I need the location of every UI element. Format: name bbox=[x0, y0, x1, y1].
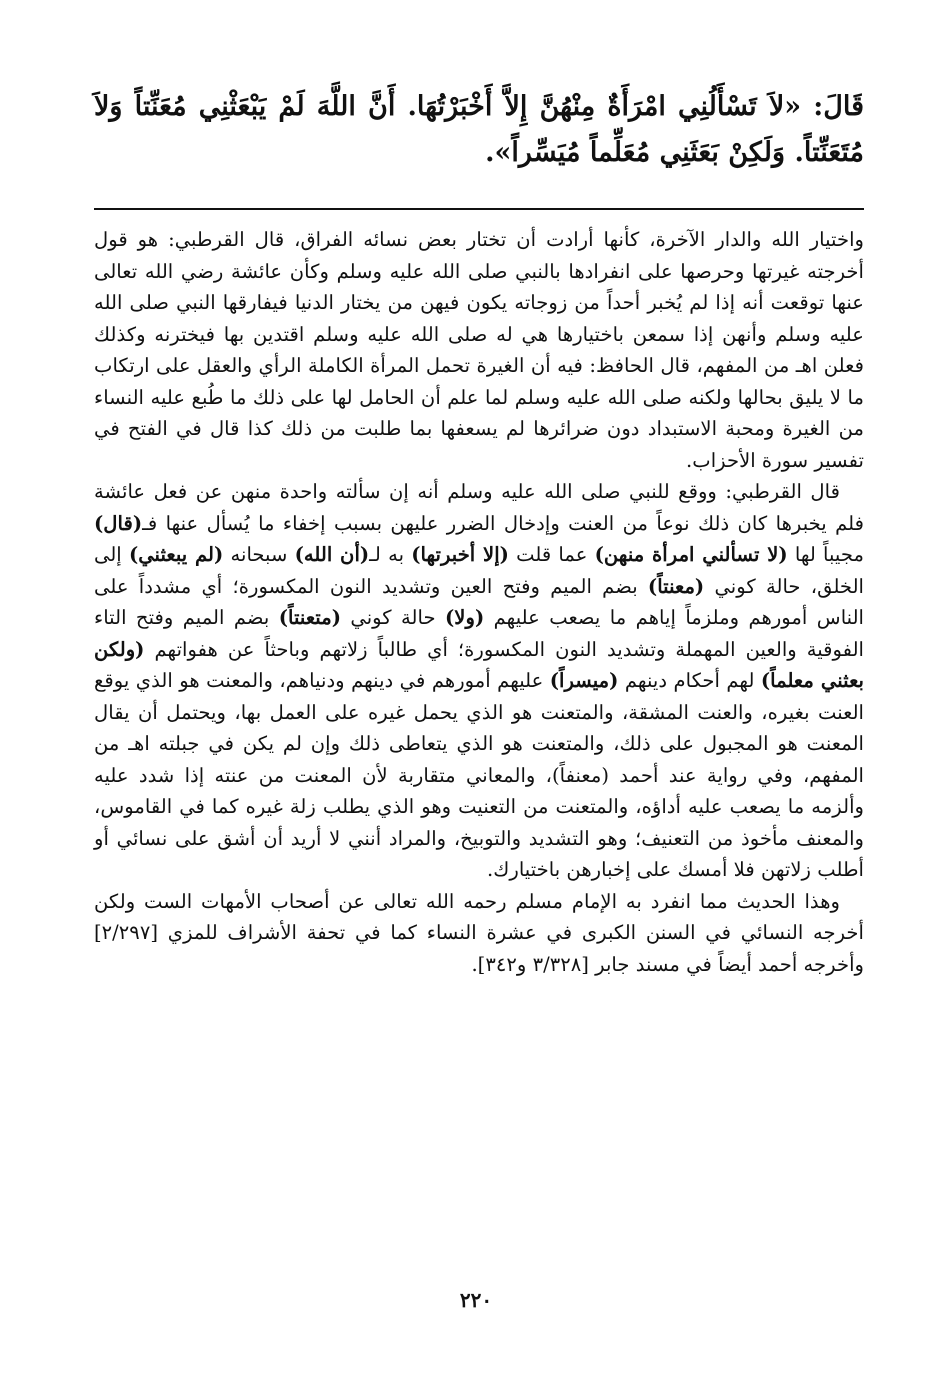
hadith-text: قَالَ: «لاَ تَسْأَلُنِي امْرَأَةٌ مِنْهُنَّ إِلاَّ أَخْبَرْتُهَا. أَنَّ اللَّهَ لَمْ يَبْعَثْنِي مُعَنِّتاً وَلاَ مُتَعَنِّتاً. وَلَكِنْ بَعَثَنِي مُعَلِّماً مُيَسِّراً». bbox=[94, 91, 864, 168]
commentary-text: به لـ bbox=[369, 543, 412, 566]
commentary-text: عليهم أمورهم في دينهم ودنياهم، والمعنت هو الذي يوقع العنت بغيره، والعنت المشقة، والمتعنت هو الذي يحمل غيره على العمل بها، ويحتمل أن يقال المعنت هو المجبول على ذلك، والمتعنت هو الذي يتعاطى ذلك وإن لم يكن في جبلته اهـ من المفهم، وفي رواية عند أحمد (معنفاً)، والمعاني متقاربة لأن المعنت من عنته إذا شدد عليه وألزمه ما يصعب عليه أداؤه، والمتعنت من التعنيت وهو الذي يطلب زلة غيره كما في القاموس، والمعنف مأخوذ من التعنيف؛ وهو التشديد والتوبيخ، والمراد أنني لا أريد أن أشق على نسائي أو أطلب زلاتهن فلا أمسك على إخبارهن باختيارك. bbox=[94, 669, 864, 881]
page-number: ٢٢٠ bbox=[459, 1288, 493, 1312]
quoted-term: (لم يبعثني) bbox=[128, 543, 224, 566]
quoted-term: (متعنتاً) bbox=[278, 606, 341, 629]
commentary-paragraph-3: وهذا الحديث مما انفرد به الإمام مسلم رحمه الله تعالى عن أصحاب الأمهات الست ولكن أخرجه النسائي في السنن الكبرى في عشرة النساء كما في تحفة الأشراف للمزي [٢/٢٩٧] وأخرجه أحمد أيضاً في مسند جابر [٣/٣٢٨ و٣٤٢]. bbox=[94, 889, 864, 976]
commentary-text: سبحانه bbox=[223, 543, 295, 566]
commentary-paragraph-1: واختيار الله والدار الآخرة، كأنها أرادت أن تختار بعض نسائه الفراق، قال القرطبي: هو قول أخرجته غيرتها وحرصها على انفرادها بالنبي صلى الله عليه وسلم وكأن عائشة رضي الله تعالى عنها توقعت أنه إذا لم يُخبر أحداً من زوجاته يكون فيهن من يختار الدنيا فيفارقها النبي صلى الله عليه وسلم وأنهن إذا سمعن باختيارها هي له صلى الله عليه وسلم اقتدين بها فيخترنه وكذلك فعلن اهـ من المفهم، قال الحافظ: فيه أن الغيرة تحمل المرأة الكاملة الرأي والعقل على ارتكاب ما لا يليق بحالها ولكنه صلى الله عليه وسلم لما علم أن الحامل لها على ذلك ما طُبع عليه النساء من الغيرة ومحبة الاستبداد دون ضرائرها لم يسعفها بما طلبت من ذلك كذا قال في الفتح في تفسير سورة الأحزاب. bbox=[94, 228, 864, 472]
commentary-text: قال القرطبي: ووقع للنبي صلى الله عليه وسلم أنه إن سألته واحدة منهن عن فعل عائشة فلم يخبرها كان ذلك نوعاً من العنت وإدخال الضرر عليهن بسبب إخفاء ما يُسأل عنها فـ bbox=[94, 480, 864, 535]
quoted-term: (معنتاً) bbox=[647, 574, 705, 598]
quoted-term: (لا تسألني امرأة منهن) bbox=[594, 543, 788, 566]
quoted-term: (ولا) bbox=[445, 606, 485, 629]
quoted-term: (ميسراً) bbox=[549, 669, 619, 692]
commentary-text: إلى الخلق، حالة كوني bbox=[94, 543, 864, 598]
quoted-term: (أن الله) bbox=[294, 543, 370, 566]
quoted-term: (قال) bbox=[94, 511, 143, 535]
commentary-text: بضم الميم وفتح العين وتشديد النون المكسورة؛ أي مشدداً على الناس أمورهم وملزماً إياهم ما يصعب عليهم bbox=[94, 574, 864, 629]
commentary-text: لهم أحكام دينهم bbox=[618, 669, 761, 692]
quoted-term: (إلا أخبرتها) bbox=[411, 543, 509, 566]
commentary-paragraph-2 bbox=[94, 476, 864, 886]
quoted-term: (ولكن بعثني معلماً) bbox=[94, 637, 864, 692]
separator-rule bbox=[94, 208, 864, 210]
commentary-text: بضم الميم وفتح التاء الفوقية والعين المهملة وتشديد النون المكسورة؛ أي طالباً زلاتهم وباحثاً عن هفواتهم bbox=[94, 606, 864, 661]
commentary-text: حالة كوني bbox=[340, 606, 446, 629]
commentary-text: عما قلت bbox=[508, 543, 595, 566]
commentary-text: مجيباً لها bbox=[787, 543, 864, 566]
page-body bbox=[94, 84, 864, 980]
